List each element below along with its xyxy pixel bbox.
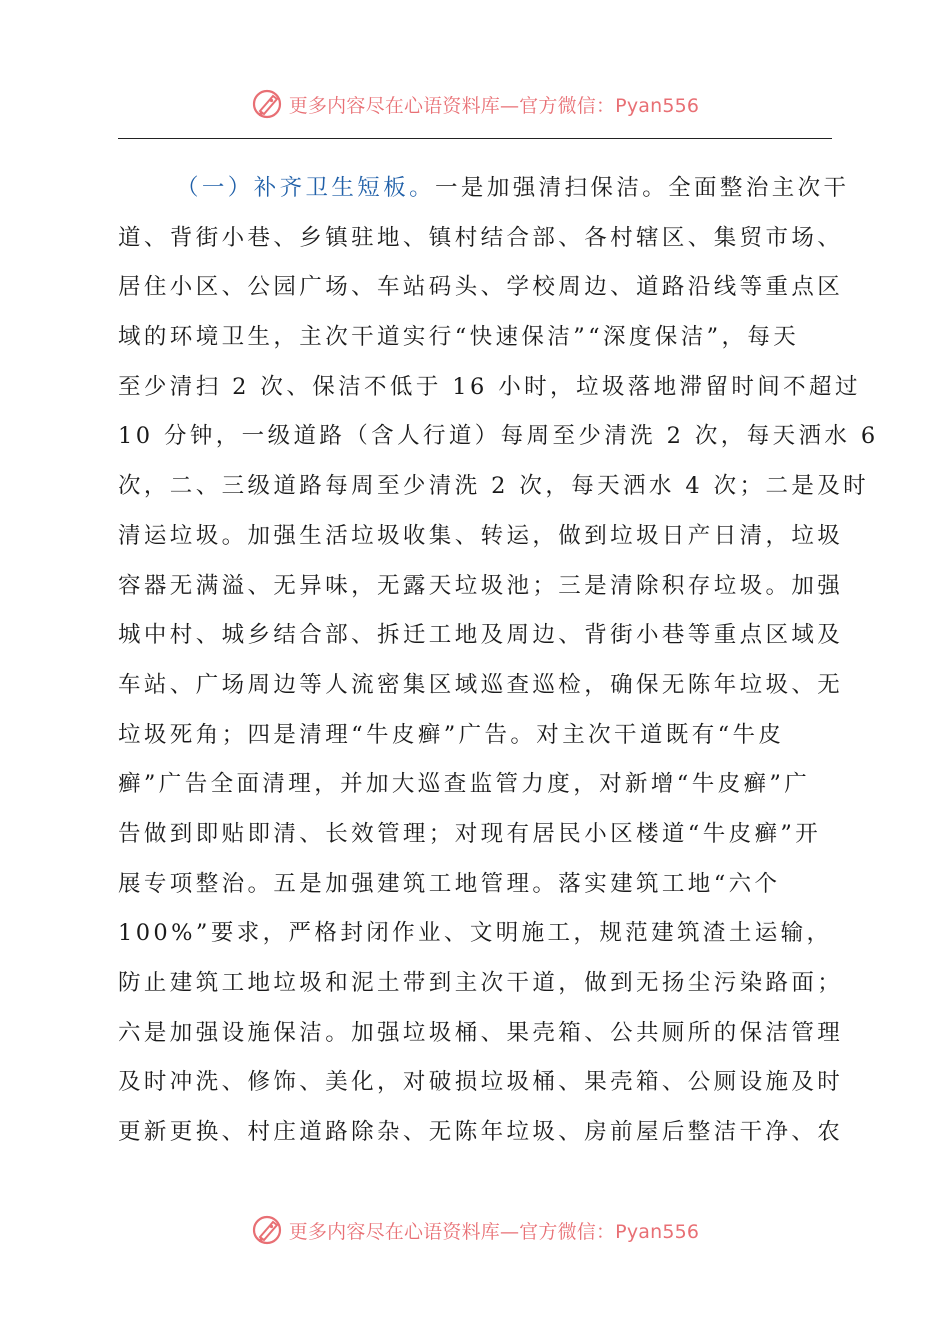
paragraph-line: 城中村、城乡结合部、拆迁工地及周边、背街小巷等重点区域及 [118, 622, 844, 649]
header-banner [0, 82, 950, 126]
paragraph-line: 防止建筑工地垃圾和泥土带到主次干道，做到无扬尘污染路面； [118, 970, 844, 996]
paragraph-line: 域的环境卫生，主次干道实行“快速保洁”“深度保洁”，每天 [118, 324, 800, 351]
pen-nib-logo-icon [251, 87, 285, 121]
paragraph-line: 癣”广告全面清理，并加大巡查监管力度，对新增“牛皮癣”广 [118, 771, 811, 798]
paragraph-line: 告做到即贴即清、长效管理；对现有居民小区楼道“牛皮癣”开 [118, 820, 822, 847]
paragraph-line: 居住小区、公园广场、车站码头、学校周边、道路沿线等重点区 [118, 274, 844, 301]
paragraph-line: 至少清扫 2 次、保洁不低于 16 小时，垃圾落地滞留时间不超过 [118, 373, 861, 400]
paragraph-line: 清运垃圾。加强生活垃圾收集、转运，做到垃圾日产日清，垃圾 [118, 522, 844, 549]
header-divider [118, 138, 832, 139]
paragraph-line: 展专项整治。五是加强建筑工地管理。落实建筑工地“六个 [118, 870, 781, 897]
section-heading: （一）补齐卫生短板。 [176, 175, 436, 201]
paragraph-line: 10 分钟，一级道路（含人行道）每周至少清洗 2 次，每天洒水 6 [118, 423, 879, 450]
document-body [118, 164, 879, 1158]
paragraph-line: 容器无满溢、无异味，无露天垃圾池；三是清除积存垃圾。加强 [118, 572, 844, 599]
paragraph-line: 车站、广场周边等人流密集区域巡查巡检，确保无陈年垃圾、无 [118, 671, 844, 698]
header-banner-text: 更多内容尽在心语资料库—官方微信：Pyan556 [288, 94, 700, 117]
paragraph-line: 垃圾死角；四是清理“牛皮癣”广告。对主次干道既有“牛皮 [118, 721, 785, 748]
paragraph-line: 次，二、三级道路每周至少清洗 2 次，每天洒水 4 次；二是及时 [118, 473, 870, 500]
pen-nib-logo-icon [251, 1213, 285, 1247]
paragraph-line: 100%”要求，严格封闭作业、文明施工，规范建筑渣土运输， [118, 920, 833, 947]
paragraph-line: 道、背街小巷、乡镇驻地、镇村结合部、各村辖区、集贸市场、 [118, 224, 844, 251]
footer-banner-text: 更多内容尽在心语资料库—官方微信：Pyan556 [288, 1220, 700, 1243]
paragraph-line: 六是加强设施保洁。加强垃圾桶、果壳箱、公共厕所的保洁管理 [118, 1019, 844, 1046]
paragraph-line: （一）补齐卫生短板。一是加强清扫保洁。全面整治主次干 [176, 175, 850, 201]
footer-banner [0, 1208, 950, 1252]
paragraph-line: 更新更换、村庄道路除杂、无陈年垃圾、房前屋后整洁干净、农 [118, 1119, 844, 1146]
paragraph-line: 及时冲洗、修饰、美化，对破损垃圾桶、果壳箱、公厕设施及时 [118, 1069, 844, 1096]
